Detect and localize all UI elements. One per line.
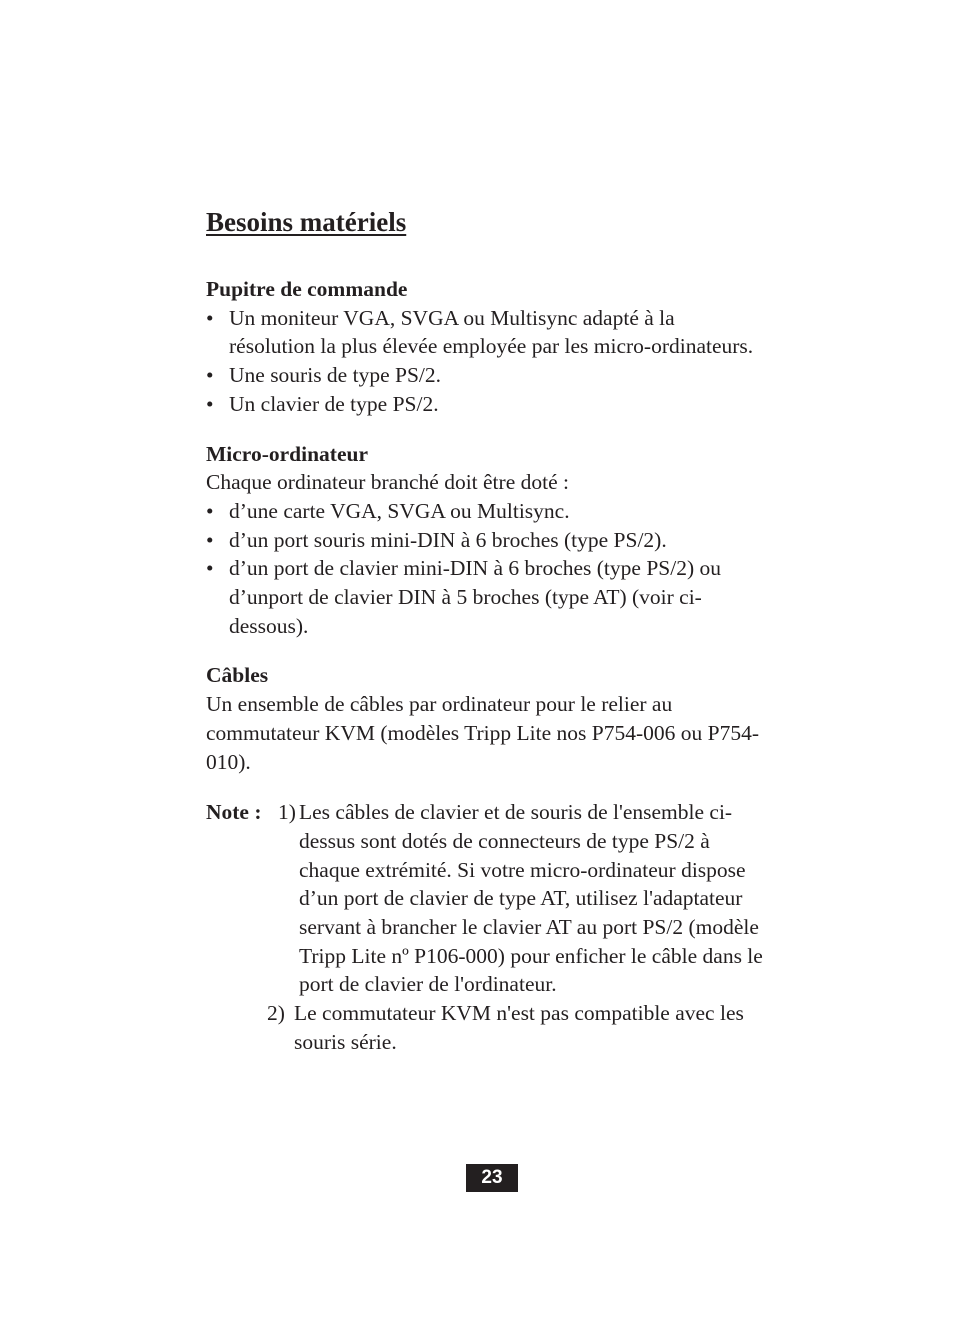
bullet-list <box>206 304 766 419</box>
section-cables <box>206 661 766 776</box>
section-micro-ordinateur <box>206 440 766 641</box>
section-text: Un ensemble de câbles par ordinateur pour le relier au commutateur KVM (modèles Tripp Lite nos P754-006 ou P754-010). <box>206 692 760 774</box>
note-block <box>206 798 766 1056</box>
note-text: Les câbles de clavier et de souris de l'ensemble ci-dessus sont dotés de connecteurs de type PS/2 à chaque extrémité. Si votre micro-ordinateur dispose d’un port de clavier de type AT, utilisez l'adaptateur servant à brancher le clavier AT au port PS/2 (modèle Tripp Lite nº P106-000) pour enficher le câble dans le port de clavier de l'ordinateur. <box>299 800 763 997</box>
list-item-text: Une souris de type PS/2. <box>229 363 442 388</box>
bullet-icon: • <box>206 556 214 581</box>
bullet-icon: • <box>206 498 214 523</box>
section-heading: Pupitre de commande <box>206 277 408 301</box>
note-text: Le commutateur KVM n'est pas compatible avec les souris série. <box>294 1001 744 1054</box>
section-pupitre <box>206 275 766 419</box>
note-label: Note : <box>206 800 262 825</box>
list-item <box>206 497 766 526</box>
list-item-text: d’un port de clavier mini-DIN à 6 broches (type PS/2) ou d’unport de clavier DIN à 5 broches (type AT) (voir ci-dessous). <box>229 556 721 638</box>
page-title: Besoins matériels <box>206 207 407 237</box>
section-heading: Câbles <box>206 663 269 688</box>
list-item <box>206 361 766 390</box>
list-item-text: d’un port souris mini-DIN à 6 broches (type PS/2). <box>229 527 667 552</box>
list-item-text: Un moniteur VGA, SVGA ou Multisync adapté à la résolution la plus élevée employée par les micro-ordinateurs. <box>229 305 754 359</box>
note-item <box>206 798 766 999</box>
note-number: 1) <box>278 800 296 825</box>
list-item-text: d’une carte VGA, SVGA ou Multisync. <box>229 498 570 523</box>
bullet-icon: • <box>206 305 214 330</box>
list-item-text: Un clavier de type PS/2. <box>229 391 439 416</box>
list-item <box>206 304 766 361</box>
bullet-icon: • <box>206 363 214 388</box>
bullet-icon: • <box>206 391 214 416</box>
section-intro: Chaque ordinateur branché doit être doté : <box>206 470 569 495</box>
list-item <box>206 554 766 640</box>
note-number: 2) <box>267 1001 285 1026</box>
note-item <box>206 999 766 1056</box>
bullet-icon: • <box>206 527 214 552</box>
list-item <box>206 390 766 419</box>
section-heading: Micro-ordinateur <box>206 441 369 466</box>
bullet-list <box>206 497 766 641</box>
list-item <box>206 526 766 555</box>
page-content <box>206 200 766 1057</box>
page-number: 23 <box>466 1164 518 1192</box>
